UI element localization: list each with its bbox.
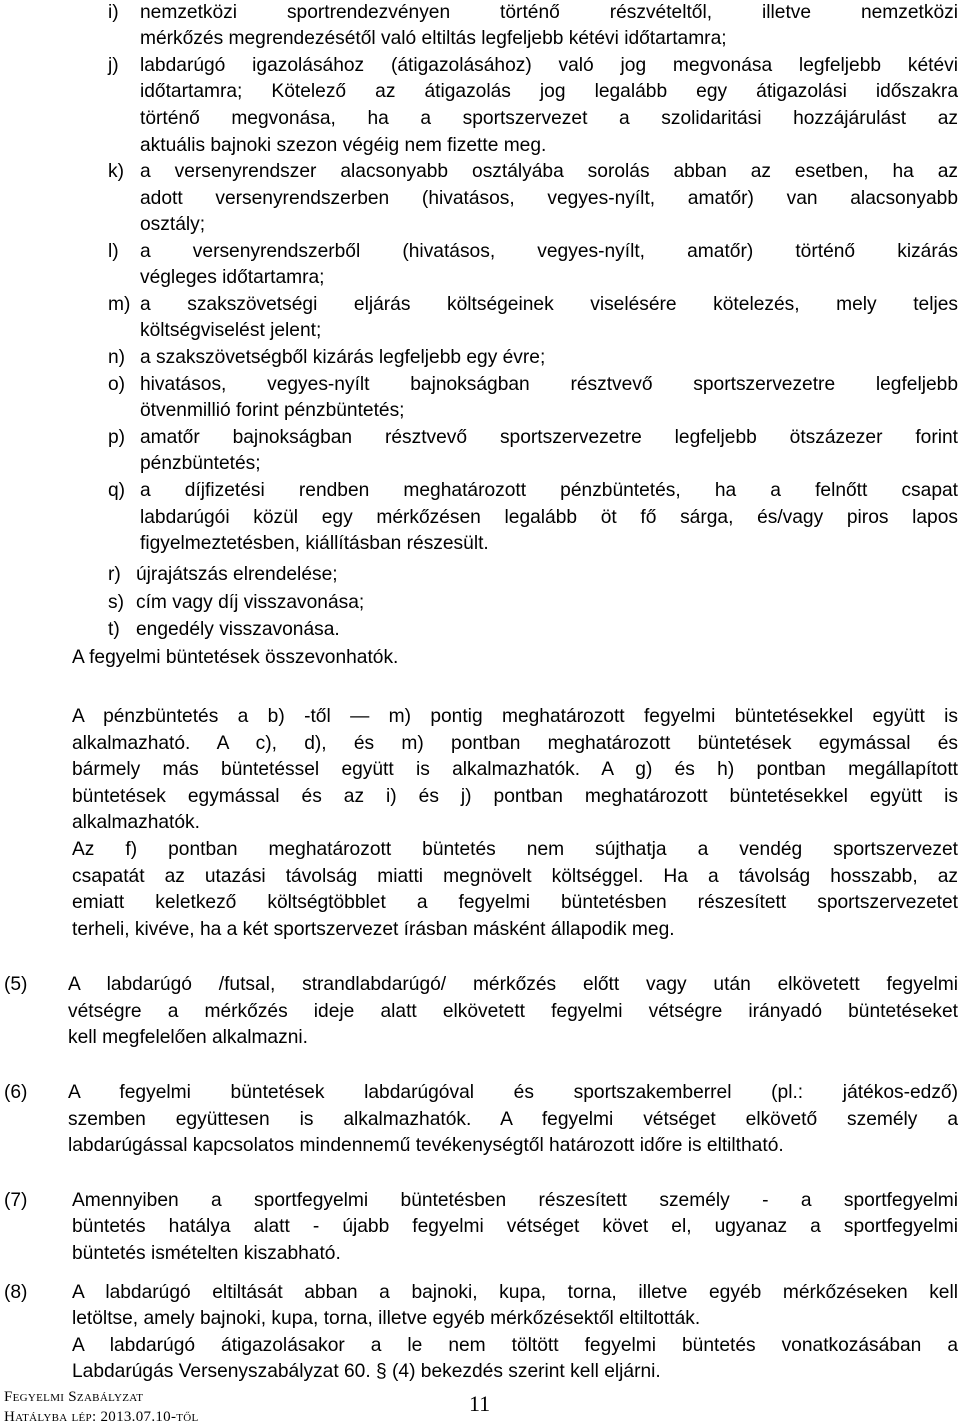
list-item-line: a versenyrendszerből (hivatásos, vegyes-nyílt, amatőr) történő kizárás — [140, 241, 958, 262]
list-item-label: j) — [108, 55, 119, 76]
paragraph-line: alkalmazhatók. — [72, 812, 200, 833]
list-item-label: q) — [108, 480, 126, 501]
paragraph-line: bármely más büntetéssel együtt is alkalmazhatók. A g) és h) pontban megállapított — [72, 759, 958, 780]
list-item-label: i) — [108, 2, 119, 23]
list-item-line: aktuális bajnoki szezon végéig nem fizette meg. — [140, 135, 547, 156]
footer-title: Fegyelmi Szabályzat — [4, 1389, 144, 1405]
paragraph-line: vétségre a mérkőzés ideje alatt elkövetett fegyelmi vétségre irányadó büntetéseket — [68, 1001, 958, 1022]
list-item-line: ötvenmillió forint pénzbüntetés; — [140, 400, 405, 421]
list-item-line: a díjfizetési rendben meghatározott pénzbüntetés, ha a felnőtt csapat — [140, 480, 958, 501]
list-item-label: n) — [108, 347, 126, 368]
paragraph-line: A fegyelmi büntetések labdarúgóval és sportszakemberrel (pl.: játékos-edző) — [68, 1082, 958, 1103]
list-item-line: osztály; — [140, 214, 206, 235]
list-item-line: újrajátszás elrendelése; — [136, 564, 338, 585]
page-number: 11 — [469, 1391, 491, 1416]
combinable-note: A fegyelmi büntetések összevonhatók. — [72, 647, 399, 668]
list-item-line: költségviselést jelent; — [140, 320, 322, 341]
list-item-label: p) — [108, 427, 126, 448]
list-item-line: labdarúgó igazolásához (átigazolásához) való jog megvonása legfeljebb kétévi — [140, 55, 958, 76]
list-item-line: labdarúgói közül egy mérkőzésen legalább öt fő sárga, és/vagy piros lapos — [140, 507, 958, 528]
paragraph-line: büntetés hatálya alatt - újabb fegyelmi vétséget követ el, ugyanaz a sportfegyelmi — [72, 1216, 958, 1237]
paragraph-line: Amennyiben a sportfegyelmi büntetésben részesített személy - a sportfegyelmi — [72, 1190, 958, 1211]
paragraph-line: letöltse, amely bajnoki, kupa, torna, illetve egyéb mérkőzésektől eltiltották. — [72, 1308, 701, 1329]
list-item-line: adott versenyrendszerben (hivatásos, vegyes-nyílt, amatőr) van alacsonyabb — [140, 188, 958, 209]
paragraph-number: (5) — [4, 974, 28, 995]
paragraph-line: kell megfelelően alkalmazni. — [68, 1027, 308, 1048]
list-item-line: történő megvonása, ha a sportszervezet a szolidaritási hozzájárulást az — [140, 108, 958, 129]
list-item-line: a versenyrendszer alacsonyabb osztályába sorolás abban az esetben, ha az — [140, 161, 958, 182]
list-item-line: végleges időtartamra; — [140, 267, 325, 288]
list-item-line: hivatásos, vegyes-nyílt bajnokságban résztvevő sportszervezetre legfeljebb — [140, 374, 958, 395]
paragraph-number: (7) — [4, 1190, 28, 1211]
list-item-line: figyelmeztetésben, kiállításban részesült. — [140, 533, 489, 554]
list-item-label: r) — [108, 564, 121, 585]
paragraph-line: Az f) pontban meghatározott büntetés nem sújthatja a vendég sportszervezet — [72, 839, 958, 860]
list-item-line: engedély visszavonása. — [136, 619, 340, 640]
paragraph-number: (8) — [4, 1282, 28, 1303]
paragraph-line: A pénzbüntetés a b) -től — m) pontig meghatározott fegyelmi büntetésekkel együtt is — [72, 706, 958, 727]
list-item-line: cím vagy díj visszavonása; — [136, 592, 365, 613]
list-item-line: a szakszövetségi eljárás költségeinek viselésére kötelezés, mely teljes — [140, 294, 958, 315]
paragraph-line: büntetés ismételten kiszabható. — [72, 1243, 341, 1264]
paragraph-line: labdarúgással kapcsolatos mindennemű tevékenységtől határozott időre is eltiltható. — [68, 1135, 784, 1156]
list-item-line: időtartamra; Kötelező az átigazolás jog legalább egy átigazolási időszakra — [140, 81, 958, 102]
list-item-line: pénzbüntetés; — [140, 453, 261, 474]
paragraph-line: A labdarúgó eltiltását abban a bajnoki, kupa, torna, illetve egyéb mérkőzéseken kell — [72, 1282, 958, 1303]
footer-effective-date: Hatályba lép: 2013.07.10-től — [4, 1409, 199, 1425]
paragraph-line: emiatt keletkező költségtöbblet a fegyelmi büntetésben részesített sportszervezetet — [72, 892, 958, 913]
paragraph-line: szemben együttesen is alkalmazhatók. A fegyelmi vétséget elkövető személy a — [68, 1109, 958, 1130]
paragraph-line: A labdarúgó átigazolásakor a le nem töltött fegyelmi büntetés vonatkozásában a — [72, 1335, 958, 1356]
list-item-label: t) — [108, 619, 120, 640]
list-item-line: a szakszövetségből kizárás legfeljebb egy évre; — [140, 347, 546, 368]
list-item-line: nemzetközi sportrendezvényen történő részvételtől, illetve nemzetközi — [140, 2, 958, 23]
paragraph-number: (6) — [4, 1082, 28, 1103]
paragraph-line: büntetések egymással és az i) és j) pontban meghatározott büntetésekkel együtt is — [72, 786, 958, 807]
paragraph-line: Labdarúgás Versenyszabályzat 60. § (4) bekezdés szerint kell eljárni. — [72, 1361, 661, 1382]
paragraph-line: csapatát az utazási távolság miatti megnövelt költséggel. Ha a távolság hosszabb, az — [72, 866, 958, 887]
paragraph-line: A labdarúgó /futsal, strandlabdarúgó/ mérkőzés előtt vagy után elkövetett fegyelmi — [68, 974, 958, 995]
list-item-line: amatőr bajnokságban résztvevő sportszervezetre legfeljebb ötszázezer forint — [140, 427, 958, 448]
list-item-label: k) — [108, 161, 124, 182]
list-item-label: l) — [108, 241, 119, 262]
paragraph-line: terheli, kivéve, ha a két sportszervezet írásban másként állapodik meg. — [72, 919, 675, 940]
list-item-label: m) — [108, 294, 131, 315]
paragraph-line: alkalmazható. A c), d), és m) pontban meghatározott büntetések egymással és — [72, 733, 958, 754]
list-item-label: s) — [108, 592, 124, 613]
list-item-line: mérkőzés megrendezésétől való eltiltás legfeljebb kétévi időtartamra; — [140, 28, 727, 49]
list-item-label: o) — [108, 374, 126, 395]
